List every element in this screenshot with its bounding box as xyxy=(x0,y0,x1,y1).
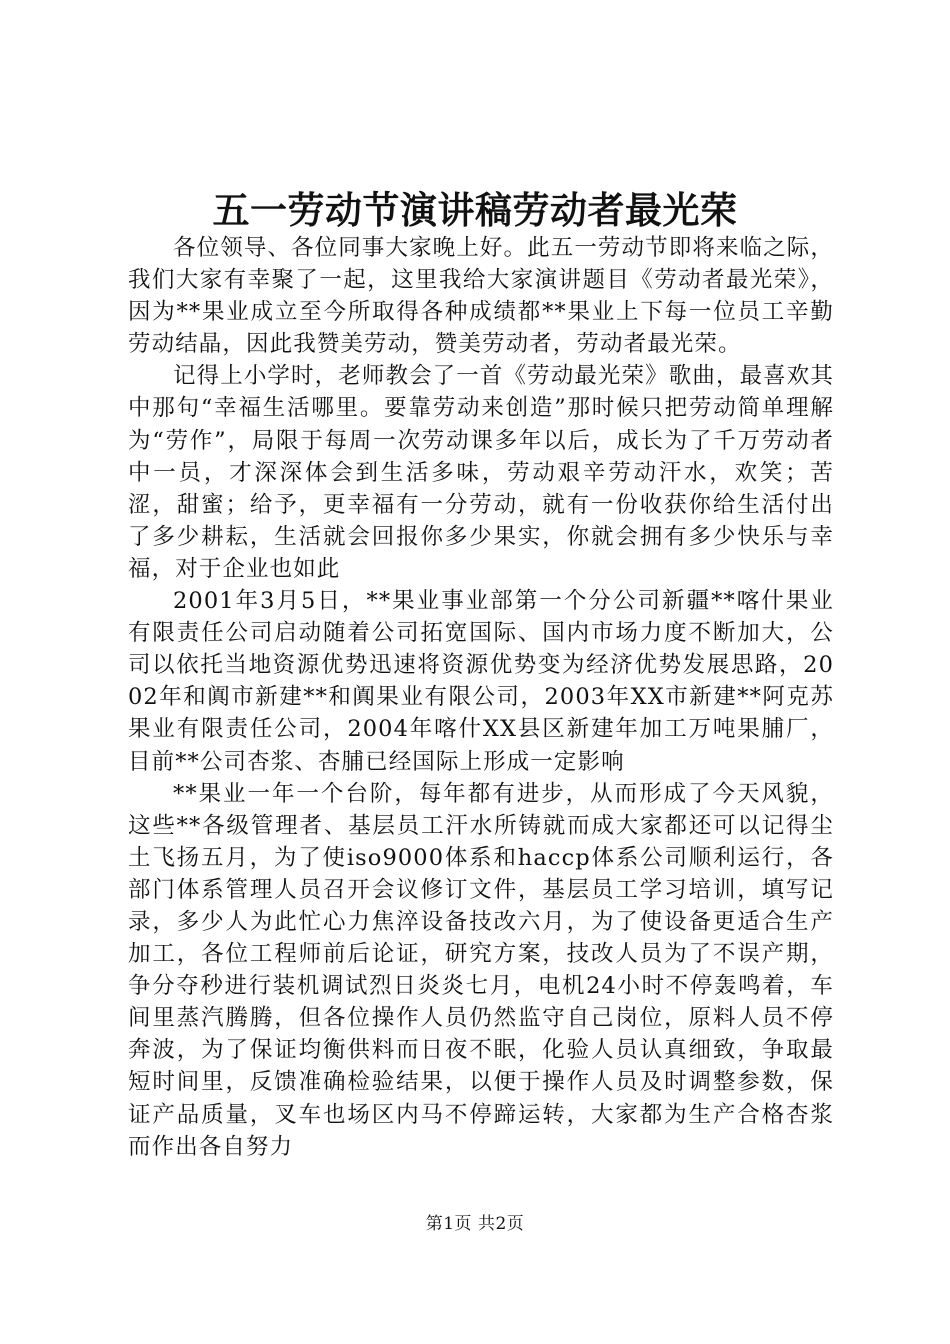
paragraph-progress: **果业一年一个台阶，每年都有进步，从而形成了今天风貌，这些**各级管理者、基层员工汗水所铸就而成大家都还可以记得尘土飞扬五月，为了使iso9000体系和haccp体系公司顺利运行，各部门体系管理人员召开会议修订文件，基层员工学习培训，填写记录，多少人为此忙心力焦淬设备技改六月，为了使设备更适合生产加工，各位工程师前后论证，研究方案，技改人员为了不误产期，争分夺秒进行装机调试烈日炎炎七月，电机24小时不停轰鸣着，车间里蒸汽腾腾，但各位操作人员仍然监守自己岗位，原料人员不停奔波，为了保证均衡供料而日夜不眠，化验人员认真细致，争取最短时间里，反馈准确检验结果，以便于操作人员及时调整参数，保证产品质量，叉车也场区内马不停蹄运转，大家都为生产合格杏浆而作出各自努力 xyxy=(128,780,834,1160)
document-body xyxy=(128,232,834,1163)
page-number-footer: 第1页 共2页 xyxy=(425,1214,525,1234)
paragraph-memory: 记得上小学时，老师教会了一首《劳动最光荣》歌曲，最喜欢其中那句“幸福生活哪里。要靠劳动来创造”那时候只把劳动简单理解为“劳作”，局限于每周一次劳动课多年以后，成长为了千万劳动者中一员，才深深体会到生活多味，劳动艰辛劳动汗水，欢笑；苦涩，甜蜜；给予，更幸福有一分劳动，就有一份收获你给生活付出了多少耕耘，生活就会回报你多少果实，你就会拥有多少快乐与幸福，对于企业也如此 xyxy=(128,363,834,582)
paragraph-greeting: 各位领导、各位同事大家晚上好。此五一劳动节即将来临之际，我们大家有幸聚了一起，这里我给大家演讲题目《劳动者最光荣》，因为**果业成立至今所取得各种成绩都**果业上下每一位员工辛勤劳动结晶，因此我赞美劳动，赞美劳动者，劳动者最光荣。 xyxy=(128,235,834,358)
document-title: 五一劳动节演讲稿劳动者最光荣 xyxy=(212,188,738,232)
paragraph-history: 2001年3月5日，**果业事业部第一个分公司新疆**喀什果业有限责任公司启动随着公司拓宽国际、国内市场力度不断加大，公司以依托当地资源优势迅速将资源优势变为经济优势发展思路，2002年和阗市新建**和阗果业有限公司，2003年XX市新建**阿克苏果业有限责任公司，2004年喀什XX县区新建年加工万吨果脯厂，目前**公司杏浆、杏脯已经国际上形成一定影响 xyxy=(128,588,834,775)
